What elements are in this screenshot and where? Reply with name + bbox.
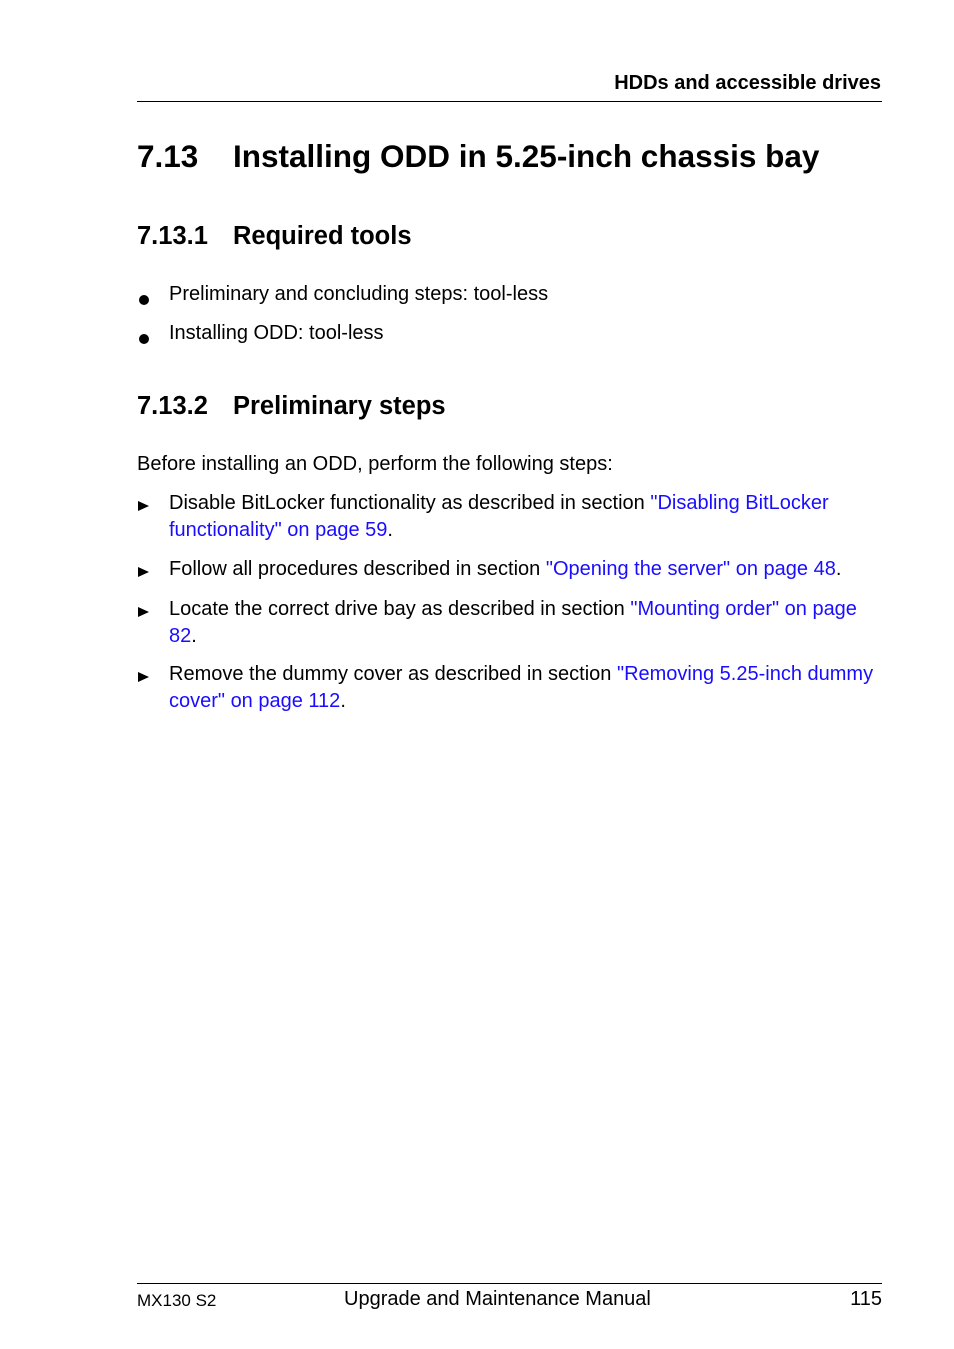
section-heading	[137, 138, 819, 175]
step-punctuation: .	[835, 558, 842, 580]
subsection-number: 7.13.1	[137, 222, 208, 250]
step-punctuation: .	[340, 689, 346, 712]
step-item	[137, 596, 887, 649]
section-number: 7.13	[137, 138, 199, 174]
footer-rule	[137, 1283, 882, 1284]
step-punctuation: .	[387, 518, 393, 541]
footer-manual-title: Upgrade and Maintenance Manual	[344, 1288, 651, 1310]
intro-paragraph: Before installing an ODD, perform the following steps:	[137, 453, 613, 475]
subsection-number: 7.13.2	[137, 392, 208, 420]
step-item	[137, 556, 887, 583]
subsection-title: Preliminary steps	[233, 392, 446, 420]
cross-reference-link[interactable]: "Mounting order" on page 82	[169, 598, 857, 647]
step-item	[137, 490, 887, 543]
section-title: Installing ODD in 5.25-inch chassis bay	[233, 138, 820, 174]
subsection-title: Required tools	[233, 222, 412, 250]
page-number: 115	[850, 1288, 882, 1310]
arrow-right-icon	[137, 596, 157, 623]
step-item	[137, 661, 887, 714]
header-rule	[137, 101, 882, 102]
list-item-text: Preliminary and concluding steps: tool-less	[169, 283, 549, 305]
list-item	[137, 320, 887, 347]
arrow-right-icon	[137, 661, 157, 688]
cross-reference-link[interactable]: "Disabling BitLocker functionality" on page 59	[169, 492, 829, 541]
step-punctuation: .	[191, 624, 197, 647]
step-text: Disable BitLocker functionality as described in section	[169, 492, 651, 514]
arrow-right-icon	[137, 490, 157, 517]
bullet-icon	[137, 320, 157, 347]
subsection-heading-required-tools	[137, 222, 412, 251]
bullet-icon	[137, 281, 157, 308]
footer-model: MX130 S2	[137, 1291, 217, 1310]
cross-reference-link[interactable]: "Opening the server" on page 48	[545, 558, 836, 580]
list-item	[137, 281, 887, 308]
cross-reference-link[interactable]: "Removing 5.25-inch dummy cover" on page 112	[169, 663, 874, 712]
running-header: HDDs and accessible drives	[614, 72, 881, 94]
step-text: Locate the correct drive bay as described in section	[169, 598, 631, 620]
subsection-heading-preliminary-steps	[137, 392, 446, 421]
step-text: Follow all procedures described in section	[169, 558, 546, 580]
step-text: Remove the dummy cover as described in section	[169, 663, 617, 685]
arrow-right-icon	[137, 556, 157, 583]
list-item-text: Installing ODD: tool-less	[169, 322, 384, 344]
